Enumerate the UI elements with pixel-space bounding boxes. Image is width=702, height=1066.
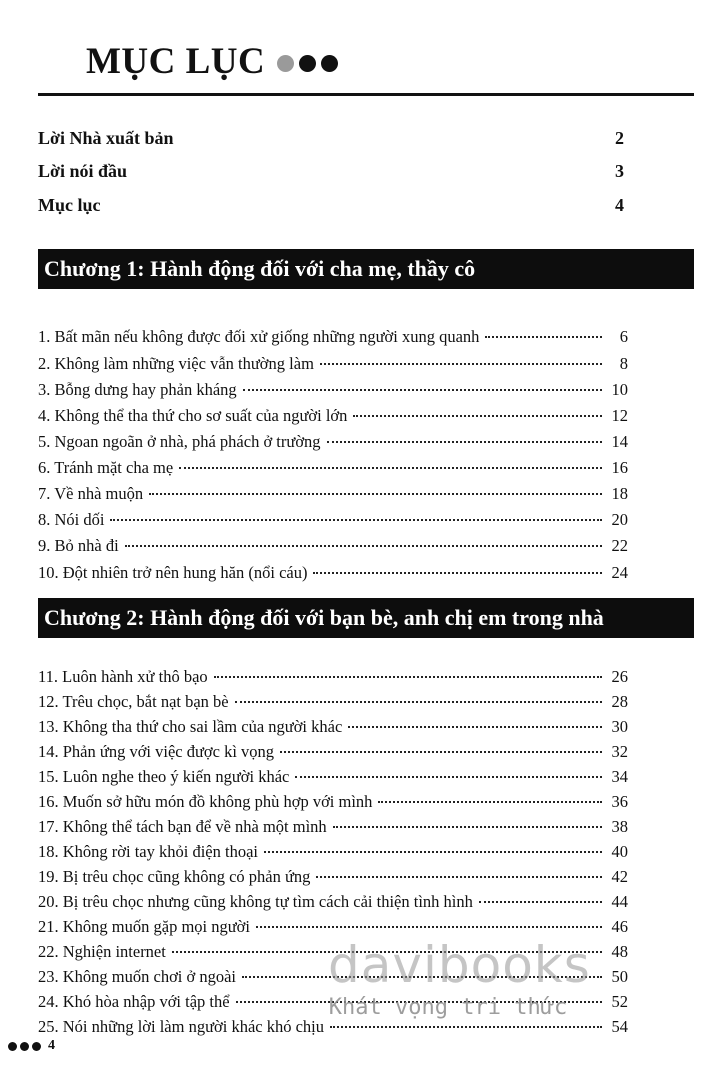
- toc-entry[interactable]: [38, 484, 628, 504]
- entry-page: 38: [611, 817, 628, 836]
- entry-page: 30: [611, 717, 628, 736]
- dot-leader: [242, 976, 602, 978]
- entry-title: 18. Không rời tay khỏi điện thoại: [38, 842, 258, 861]
- entry-page: 18: [611, 484, 628, 503]
- entry-title: 2. Không làm những việc vẫn thường làm: [38, 354, 314, 373]
- header-rule: [38, 93, 694, 96]
- entry-page: 10: [611, 380, 628, 399]
- entry-page: 34: [611, 767, 628, 786]
- entry-title: 15. Luôn nghe theo ý kiến người khác: [38, 767, 290, 786]
- dot-icon: [299, 55, 316, 72]
- entry-title: 10. Đột nhiên trở nên hung hăn (nổi cáu): [38, 563, 308, 582]
- toc-entry[interactable]: [38, 432, 628, 452]
- toc-entry[interactable]: [38, 892, 628, 912]
- entry-page: 54: [611, 1017, 628, 1036]
- entry-page: 8: [619, 354, 628, 373]
- toc-entry[interactable]: [38, 817, 628, 837]
- chapter-2-heading: Chương 2: Hành động đối với bạn bè, anh chị em trong nhà: [38, 598, 694, 638]
- toc-entry[interactable]: [38, 536, 628, 556]
- toc-entry[interactable]: [38, 510, 628, 530]
- entry-page: 48: [611, 942, 628, 961]
- entry-title: 3. Bỗng dưng hay phản kháng: [38, 380, 237, 399]
- toc-entry[interactable]: [38, 917, 628, 937]
- front-matter-page: 4: [615, 195, 624, 215]
- toc-entry[interactable]: [38, 1017, 628, 1037]
- dot-leader: [295, 776, 602, 778]
- entry-title: 14. Phản ứng với việc được kì vọng: [38, 742, 275, 761]
- front-matter-title: Mục lục: [38, 195, 101, 215]
- toc-entry[interactable]: [38, 867, 628, 887]
- dot-leader: [378, 801, 602, 803]
- toc-entry[interactable]: [38, 563, 628, 583]
- toc-entry[interactable]: [38, 406, 628, 426]
- dot-leader: [125, 545, 602, 547]
- entry-title: 16. Muốn sở hữu món đồ không phù hợp với mình: [38, 792, 373, 811]
- entry-title: 8. Nói dối: [38, 510, 105, 529]
- entry-page: 26: [611, 667, 628, 686]
- toc-entry[interactable]: [38, 380, 628, 400]
- dot-leader: [264, 851, 602, 853]
- entry-page: 12: [611, 406, 628, 425]
- watermark-brand: davibooks: [328, 936, 591, 994]
- entry-page: 16: [611, 458, 628, 477]
- page-number: 4: [48, 1038, 55, 1053]
- dot-leader: [214, 676, 602, 678]
- dot-leader: [313, 572, 602, 574]
- entry-title: 25. Nói những lời làm người khác khó chịu: [38, 1017, 325, 1036]
- toc-entry[interactable]: [38, 458, 628, 478]
- dot-icon: [20, 1042, 29, 1051]
- entry-title: 20. Bị trêu chọc nhưng cũng không tự tìm cách cải thiện tình hình: [38, 892, 473, 911]
- title-dots: [277, 55, 338, 72]
- entry-page: 24: [611, 563, 628, 582]
- entry-page: 36: [611, 792, 628, 811]
- dot-leader: [243, 389, 602, 391]
- entry-page: 50: [611, 967, 628, 986]
- front-matter-page: 2: [615, 128, 624, 148]
- toc-entry[interactable]: [38, 842, 628, 862]
- entry-page: 28: [611, 692, 628, 711]
- dot-leader: [330, 1026, 602, 1028]
- dot-leader: [110, 519, 602, 521]
- dot-leader: [479, 901, 602, 903]
- toc-entry[interactable]: [38, 717, 628, 737]
- entry-title: 13. Không tha thứ cho sai lầm của người khác: [38, 717, 343, 736]
- entry-page: 20: [611, 510, 628, 529]
- toc-entry[interactable]: [38, 667, 628, 687]
- front-matter-page: 3: [615, 161, 624, 181]
- chapter-1-heading: Chương 1: Hành động đối với cha mẹ, thầy cô: [38, 249, 694, 289]
- toc-entry[interactable]: [38, 692, 628, 712]
- dot-leader: [485, 336, 602, 338]
- entry-title: 11. Luôn hành xử thô bạo: [38, 667, 208, 686]
- entry-title: 19. Bị trêu chọc cũng không có phản ứng: [38, 867, 311, 886]
- entry-page: 46: [611, 917, 628, 936]
- entry-title: 7. Về nhà muộn: [38, 484, 144, 503]
- entry-title: 17. Không thể tách bạn để về nhà một mình: [38, 817, 327, 836]
- dot-leader: [316, 876, 602, 878]
- dot-leader: [172, 951, 602, 953]
- dot-leader: [353, 415, 602, 417]
- dot-leader: [256, 926, 602, 928]
- toc-header: [86, 40, 338, 83]
- dot-leader: [280, 751, 602, 753]
- dot-leader: [236, 1001, 602, 1003]
- toc-entry[interactable]: [38, 942, 628, 962]
- entry-page: 22: [611, 536, 628, 555]
- watermark-tagline: Khát vọng tri thức: [328, 995, 568, 1020]
- dot-leader: [348, 726, 602, 728]
- entry-page: 42: [611, 867, 628, 886]
- entry-title: 6. Tránh mặt cha mẹ: [38, 458, 174, 477]
- entry-title: 22. Nghiện internet: [38, 942, 166, 961]
- toc-entry[interactable]: [38, 354, 628, 374]
- dot-leader: [327, 441, 602, 443]
- page-title: MỤC LỤC: [86, 41, 266, 82]
- front-matter-title: Lời nói đầu: [38, 161, 128, 181]
- dot-leader: [179, 467, 602, 469]
- entry-page: 14: [611, 432, 628, 451]
- entry-title: 1. Bất mãn nếu không được đối xử giống những người xung quanh: [38, 327, 480, 346]
- entry-page: 44: [611, 892, 628, 911]
- front-matter-item[interactable]: [38, 128, 624, 149]
- toc-entry[interactable]: [38, 327, 628, 347]
- page-footer: [8, 1038, 55, 1054]
- front-matter-title: Lời Nhà xuất bản: [38, 128, 174, 148]
- dot-icon: [8, 1042, 17, 1051]
- dot-leader: [333, 826, 602, 828]
- toc-entry[interactable]: [38, 967, 628, 987]
- front-matter-item[interactable]: [38, 195, 624, 216]
- front-matter-item[interactable]: [38, 161, 624, 182]
- entry-title: 24. Khó hòa nhập với tập thể: [38, 992, 230, 1011]
- entry-page: 40: [611, 842, 628, 861]
- toc-entry[interactable]: [38, 767, 628, 787]
- entry-page: 32: [611, 742, 628, 761]
- toc-entry[interactable]: [38, 992, 628, 1012]
- entry-page: 52: [611, 992, 628, 1011]
- entry-title: 9. Bỏ nhà đi: [38, 536, 119, 555]
- dot-leader: [235, 701, 602, 703]
- entry-title: 21. Không muốn gặp mọi người: [38, 917, 250, 936]
- entry-title: 4. Không thể tha thứ cho sơ suất của người lớn: [38, 406, 348, 425]
- toc-entry[interactable]: [38, 792, 628, 812]
- toc-entry[interactable]: [38, 742, 628, 762]
- dot-icon: [321, 55, 338, 72]
- dot-leader: [149, 493, 602, 495]
- entry-title: 12. Trêu chọc, bắt nạt bạn bè: [38, 692, 229, 711]
- dot-icon: [277, 55, 294, 72]
- dot-icon: [32, 1042, 41, 1051]
- entry-title: 23. Không muốn chơi ở ngoài: [38, 967, 237, 986]
- entry-title: 5. Ngoan ngoãn ở nhà, phá phách ở trường: [38, 432, 321, 451]
- entry-page: 6: [619, 327, 628, 346]
- dot-leader: [320, 363, 602, 365]
